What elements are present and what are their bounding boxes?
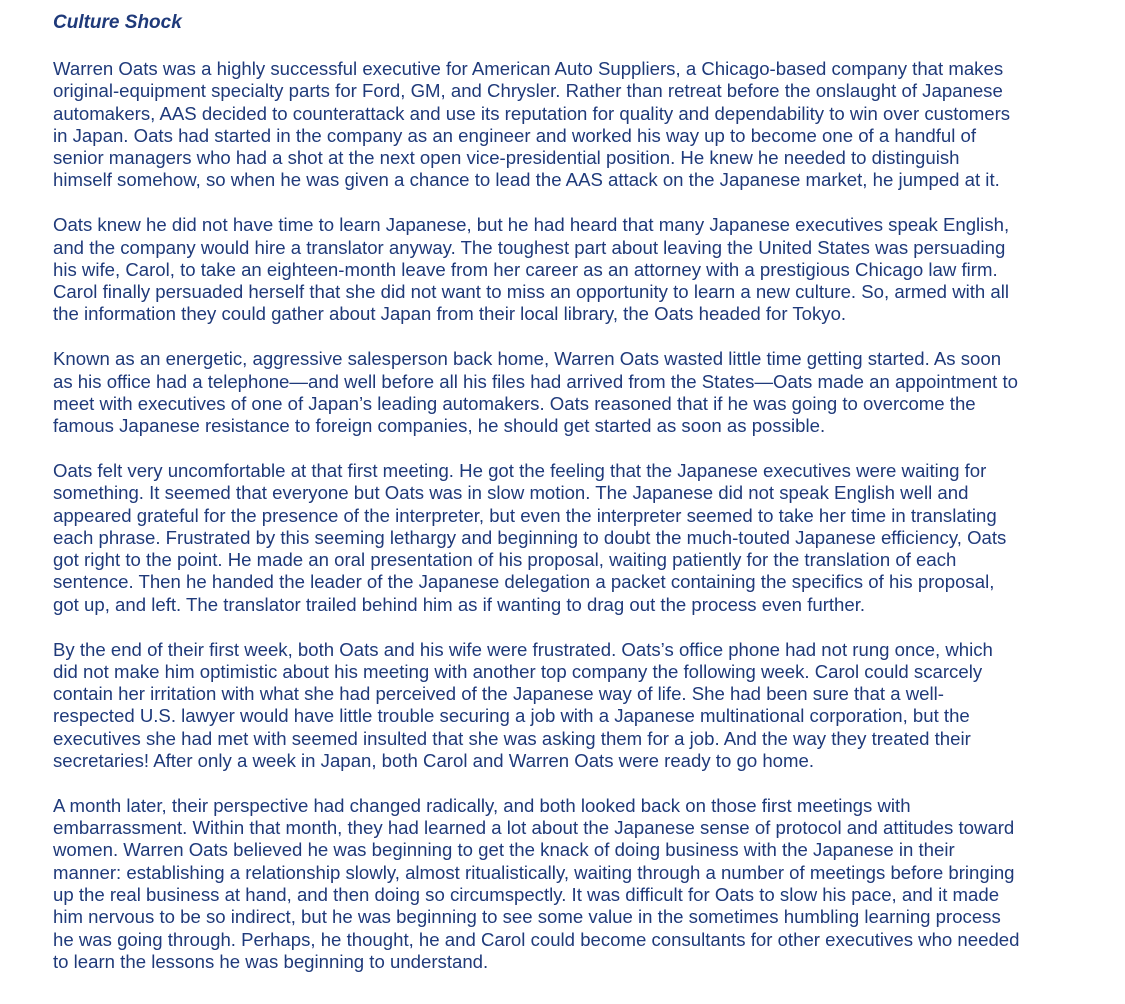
paragraph-4: Oats felt very uncomfortable at that first meeting. He got the feeling that the Japanese executives were waiting for something. It seemed that everyone but Oats was in slow motion. The Japanese did not speak English well and appeared grateful for the presence of the interpreter, but even the interpreter seemed to take her time in translating each phrase. Frustrated by this seeming lethargy and beginning to doubt the much-touted Japanese efficiency, Oats got right to the point. He made an oral presentation of his proposal, waiting patiently for the translation of each sentence. Then he handed the leader of the Japanese delegation a packet containing the specifics of his proposal, got up, and left. The translator trailed behind him as if wanting to drag out the process even further. <box>53 459 1007 615</box>
paragraph-5: By the end of their first week, both Oats and his wife were frustrated. Oats’s office phone had not rung once, which did not make him optimistic about his meeting with another top company the following week. Carol could scarcely contain her irritation with what she had perceived of the Japanese way of life. She had been sure that a well- respected U.S. lawyer would have little trouble securing a job with a Japanese multinational corporation, but the executives she had met with seemed insulted that she was asking them for a job. And the way they treated their secretaries! After only a week in Japan, both Carol and Warren Oats were ready to go home. <box>53 638 993 772</box>
paragraph-6: A month later, their perspective had changed radically, and both looked back on those first meetings with embarrassment. Within that month, they had learned a lot about the Japanese sense of protocol and attitudes toward women. Warren Oats believed he was beginning to get the knack of doing business with the Japanese in their manner: establishing a relationship slowly, almost ritualistically, waiting through a number of meetings before bringing up the real business at hand, and then doing so circumspectly. It was difficult for Oats to slow his pace, and it made him nervous to be so indirect, but he was beginning to see some value in the sometimes humbling learning process he was going through. Perhaps, he thought, he and Carol could become consultants for other executives who needed to learn the lessons he was beginning to understand. <box>53 794 1020 972</box>
paragraph-3: Known as an energetic, aggressive salesperson back home, Warren Oats wasted little time getting started. As soon as his office had a telephone—and well before all his files had arrived from the States—Oats made an appointment to meet with executives of one of Japan’s leading automakers. Oats reasoned that if he was going to overcome the famous Japanese resistance to foreign companies, he should get started as soon as possible. <box>53 348 1019 437</box>
paragraph-2: Oats knew he did not have time to learn Japanese, but he had heard that many Japanese executives speak English, and the company would hire a translator anyway. The toughest part about leaving the United States was persuading his wife, Carol, to take an eighteen-month leave from her career as an attorney with a prestigious Chicago law firm. Carol finally persuaded herself that she did not want to miss an opportunity to learn a new culture. So, armed with all the information they could gather about Japan from their local library, the Oats headed for Tokyo. <box>53 214 1010 325</box>
document-title: Culture Shock <box>53 12 182 33</box>
paragraph-1: Warren Oats was a highly successful executive for American Auto Suppliers, a Chicago-based company that makes original-equipment specialty parts for Ford, GM, and Chrysler. Rather than retreat before the onslaught of Japanese automakers, AAS decided to counterattack and use its reputation for quality and dependability to win over customers in Japan. Oats had started in the company as an engineer and worked his way up to become one of a handful of senior managers who had a shot at the next open vice-presidential position. He knew he needed to distinguish himself somehow, so when he was given a chance to lead the AAS attack on the Japanese market, he jumped at it. <box>53 58 1011 191</box>
document-page <box>53 10 1083 996</box>
